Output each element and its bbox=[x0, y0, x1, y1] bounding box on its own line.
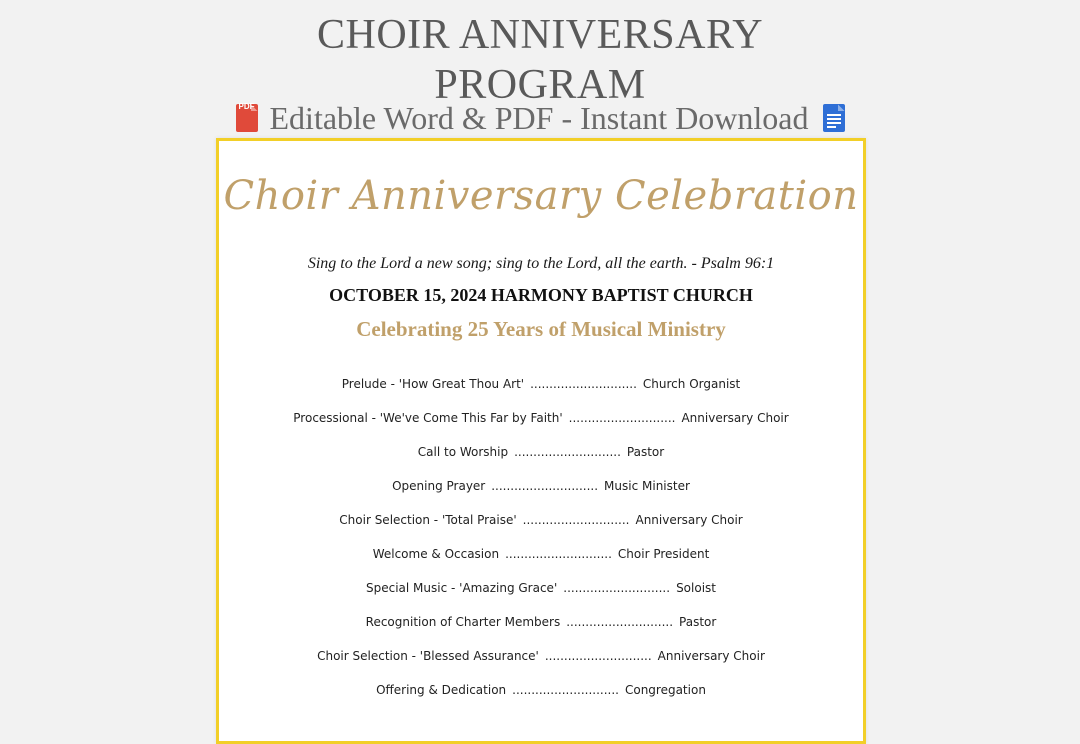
program-item bbox=[219, 683, 863, 717]
program-item-title: Choir Selection - 'Total Praise' bbox=[339, 513, 517, 527]
program-item bbox=[219, 377, 863, 411]
program-item bbox=[219, 411, 863, 445]
program-item-title: Opening Prayer bbox=[392, 479, 486, 493]
program-item-title: Recognition of Charter Members bbox=[365, 615, 561, 629]
leader-dots: ............................ bbox=[512, 683, 619, 697]
program-item bbox=[219, 649, 863, 683]
celebration-script-title: Choir Anniversary Celebration bbox=[223, 173, 859, 219]
program-item-performer: Pastor bbox=[626, 445, 665, 459]
program-item-performer: Anniversary Choir bbox=[635, 513, 743, 527]
leader-dots: ............................ bbox=[530, 377, 637, 391]
program-item bbox=[219, 513, 863, 547]
program-item-title: Welcome & Occasion bbox=[372, 547, 500, 561]
program-item-title: Choir Selection - 'Blessed Assurance' bbox=[317, 649, 539, 663]
program-item-performer: Pastor bbox=[679, 615, 717, 629]
program-sheet bbox=[216, 138, 866, 744]
program-item bbox=[219, 445, 863, 479]
program-item-title: Offering & Dedication bbox=[376, 683, 507, 697]
program-item bbox=[219, 547, 863, 581]
format-subtitle: Editable Word & PDF - Instant Download bbox=[269, 100, 809, 136]
page-title: CHOIR ANNIVERSARY PROGRAM bbox=[316, 12, 764, 108]
listing-header bbox=[0, 0, 1080, 110]
program-item-title: Processional - 'We've Come This Far by Faith' bbox=[293, 411, 563, 425]
program-item-title: Prelude - 'How Great Thou Art' bbox=[341, 377, 525, 391]
program-item-performer: Music Minister bbox=[604, 479, 690, 493]
program-item-performer: Soloist bbox=[676, 581, 716, 595]
leader-dots: ............................ bbox=[563, 581, 671, 595]
word-document-icon bbox=[823, 104, 845, 132]
leader-dots: ............................ bbox=[522, 513, 630, 527]
program-item-performer: Church Organist bbox=[642, 377, 741, 391]
leader-dots: ............................ bbox=[514, 445, 621, 459]
program-item bbox=[219, 581, 863, 615]
program-item-title: Call to Worship bbox=[417, 445, 509, 459]
program-order-list bbox=[219, 377, 863, 717]
psalm-verse: Sing to the Lord a new song; sing to the Lord, all the earth. - Psalm 96:1 bbox=[307, 255, 775, 272]
leader-dots: ............................ bbox=[544, 649, 652, 663]
program-item-performer: Anniversary Choir bbox=[681, 411, 789, 425]
program-item bbox=[219, 615, 863, 649]
program-item-performer: Choir President bbox=[617, 547, 710, 561]
program-item-performer: Congregation bbox=[624, 683, 706, 697]
date-venue-line: OCTOBER 15, 2024 HARMONY BAPTIST CHURCH bbox=[329, 285, 753, 305]
leader-dots: ............................ bbox=[568, 411, 676, 425]
program-item-performer: Anniversary Choir bbox=[657, 649, 765, 663]
format-banner bbox=[0, 98, 1080, 138]
program-item-title: Special Music - 'Amazing Grace' bbox=[366, 581, 558, 595]
leader-dots: ............................ bbox=[491, 479, 599, 493]
celebration-subtitle: Celebrating 25 Years of Musical Ministry bbox=[356, 317, 726, 341]
program-item bbox=[219, 479, 863, 513]
pdf-file-icon bbox=[236, 104, 258, 132]
leader-dots: ............................ bbox=[566, 615, 674, 629]
leader-dots: ............................ bbox=[505, 547, 612, 561]
pdf-icon-label: PDF bbox=[238, 102, 255, 111]
